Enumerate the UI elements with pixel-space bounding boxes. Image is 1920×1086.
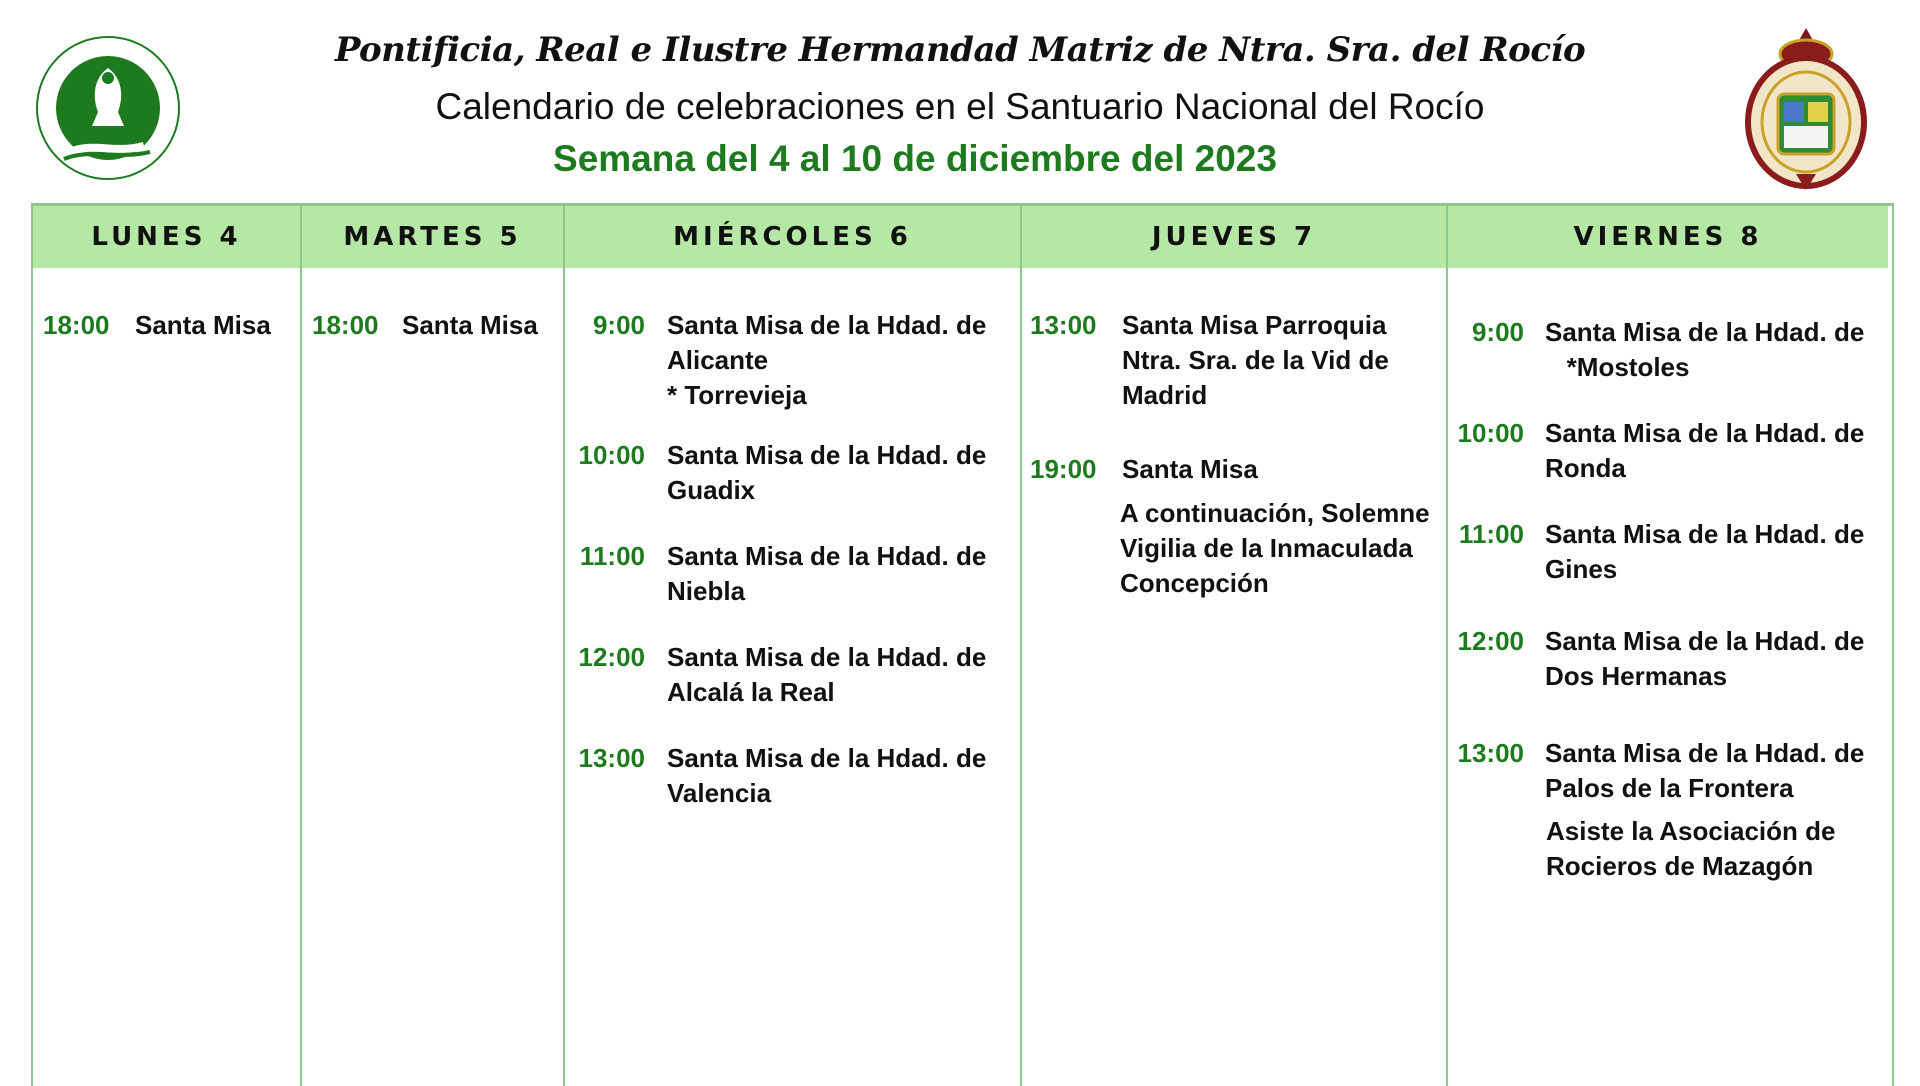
- event-time: 13:00: [578, 743, 645, 773]
- weekly-calendar-grid: [31, 203, 1894, 1086]
- event-time: 18:00: [43, 310, 110, 340]
- day-column-friday: [1448, 206, 1888, 1086]
- day-header: JUEVES 7: [1022, 206, 1446, 268]
- event-description: Santa Misa de la Hdad. de Valencia: [667, 743, 987, 808]
- event-time: 9:00: [1471, 317, 1524, 347]
- event-time: 13:00: [1457, 738, 1524, 768]
- week-range: Semana del 4 al 10 de diciembre del 2023: [553, 138, 1277, 179]
- event-time: 10:00: [578, 440, 645, 470]
- event-time: 12:00: [578, 642, 645, 672]
- event-description: Santa Misa de la Hdad. de Palos de la Frontera: [1545, 738, 1865, 803]
- event-note: Asiste la Asociación de Rocieros de Mazagón: [1546, 816, 1836, 881]
- day-column-thursday: [1022, 206, 1448, 1086]
- event-time: 9:00: [592, 310, 645, 340]
- event-description: Santa Misa de la Hdad. de Gines: [1545, 519, 1865, 584]
- event-description: Santa Misa de la Hdad. de Guadix: [667, 440, 987, 505]
- day-header: MARTES 5: [302, 206, 563, 268]
- event-time: 18:00: [312, 310, 379, 340]
- event-description: Santa Misa de la Hdad. de Ronda: [1545, 418, 1865, 483]
- event-description: Santa Misa Parroquia Ntra. Sra. de la Vid de Madrid: [1122, 310, 1389, 410]
- event-description: Santa Misa: [135, 310, 271, 340]
- event-description: Santa Misa de la Hdad. de Niebla: [667, 541, 987, 606]
- day-column-tuesday: [302, 206, 565, 1086]
- event-description: Santa Misa: [1122, 454, 1258, 484]
- event-description: Santa Misa de la Hdad. de Alcalá la Real: [667, 642, 987, 707]
- event-description: Santa Misa: [402, 310, 538, 340]
- event-time: 12:00: [1457, 626, 1524, 656]
- day-header: MIÉRCOLES 6: [565, 206, 1020, 268]
- event-description: Santa Misa de la Hdad. de Alicante * Torrevieja: [667, 310, 987, 410]
- day-column-monday: [33, 206, 302, 1086]
- event-note: A continuación, Solemne Vigilia de la Inmaculada Concepción: [1120, 498, 1430, 598]
- event-time: 13:00: [1030, 310, 1097, 340]
- brotherhood-title: Pontificia, Real e Ilustre Hermandad Matriz de Ntra. Sra. del Rocío: [334, 30, 1586, 70]
- event-time: 11:00: [579, 541, 645, 571]
- event-time: 19:00: [1030, 454, 1097, 484]
- day-header: LUNES 4: [33, 206, 300, 268]
- day-header: VIERNES 8: [1448, 206, 1888, 268]
- day-column-wednesday: [565, 206, 1022, 1086]
- event-time: 11:00: [1458, 519, 1524, 549]
- event-description: Santa Misa de la Hdad. de Dos Hermanas: [1545, 626, 1865, 691]
- event-time: 10:00: [1457, 418, 1524, 448]
- coat-of-arms-icon: [1740, 24, 1872, 194]
- event-description: Santa Misa de la Hdad. de *Mostoles: [1545, 317, 1865, 382]
- calendar-subtitle: Calendario de celebraciones en el Santuario Nacional del Rocío: [435, 86, 1485, 127]
